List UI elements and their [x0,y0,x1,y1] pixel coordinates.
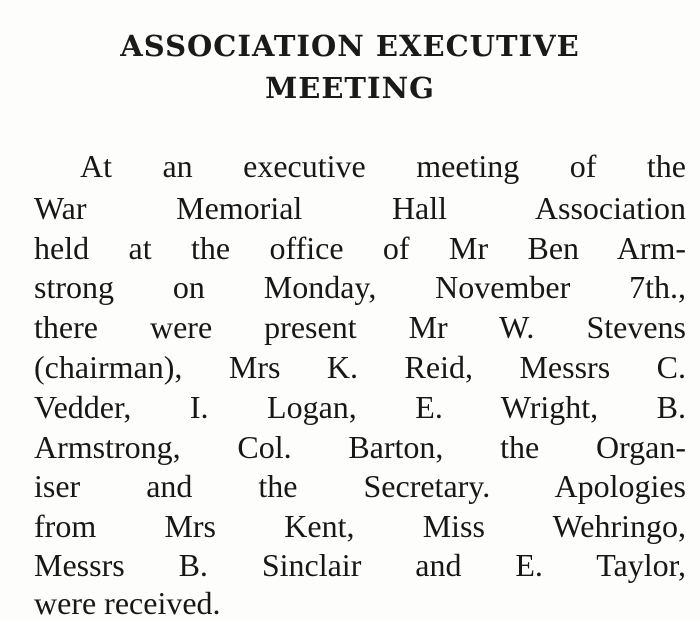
body-text-line: Vedder, I. Logan, E. Wright, B. [34,389,686,425]
body-text-line: iser and the Secretary. Apologies [34,468,686,504]
body-text-line: Armstrong, Col. Barton, the Organ- [34,429,686,465]
body-text-line: held at the office of Mr Ben Arm- [34,230,686,266]
body-text-line: At an executive meeting of the [80,148,686,184]
body-text-line: were received. [34,585,221,621]
body-text-line: from Mrs Kent, Miss Wehringo, [34,508,686,544]
body-text-line: (chairman), Mrs K. Reid, Messrs C. [34,349,686,385]
body-text-line: War Memorial Hall Association [34,190,686,226]
body-text-line: strong on Monday, November 7th., [34,269,686,305]
headline-line-1: ASSOCIATION EXECUTIVE [120,29,580,63]
headline-line-2: MEETING [265,71,435,105]
body-text-line: Messrs B. Sinclair and E. Taylor, [34,547,686,583]
body-text-line: there were present Mr W. Stevens [34,309,686,345]
